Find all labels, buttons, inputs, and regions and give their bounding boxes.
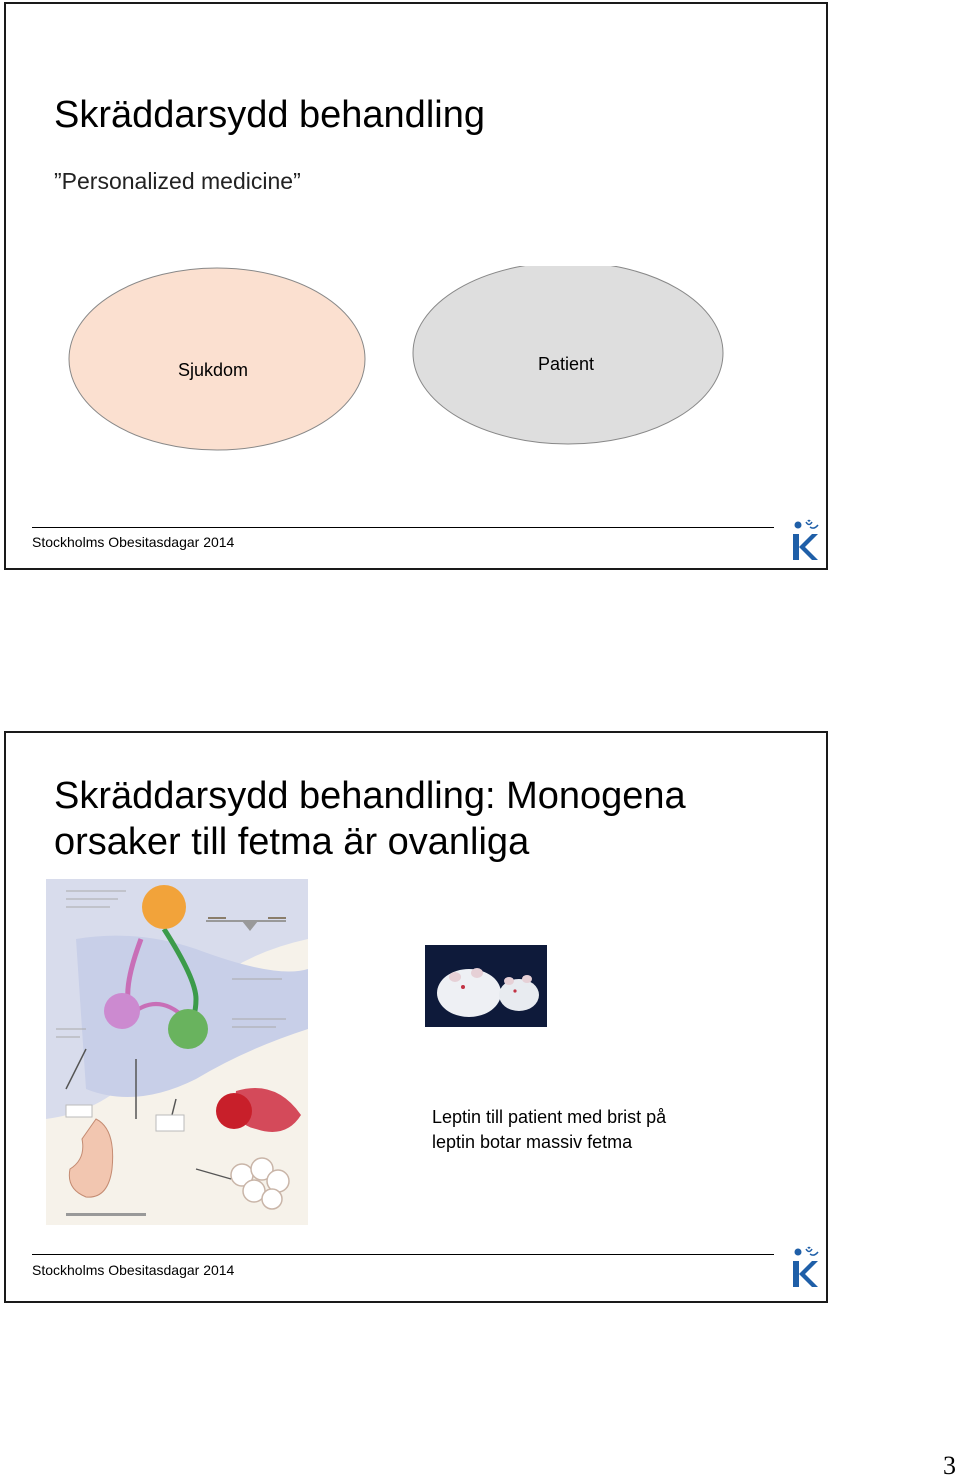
venn-diagram [6,266,826,526]
page-number: 3 [943,1451,956,1480]
footer-text: Stockholms Obesitasdagar 2014 [32,534,235,550]
footer-divider [32,527,774,528]
sjukdom-label: Sjukdom [178,360,249,380]
slide-2 [4,731,828,1303]
ki-logo-icon [790,518,820,564]
obese-mice-photo [425,945,547,1027]
slide-title: Skräddarsydd behandling [54,94,485,136]
sjukdom-ellipse [69,268,365,450]
footer-divider [32,1254,774,1255]
slide-1 [4,2,828,570]
leptin-caption [432,1105,666,1155]
slide-subtitle: ”Personalized medicine” [54,168,301,194]
footer-text: Stockholms Obesitasdagar 2014 [32,1262,235,1278]
ki-logo-icon [790,1245,820,1291]
leptin-pathway-illustration [46,879,308,1225]
patient-label: Patient [538,354,595,374]
slide-title: Skräddarsydd behandling: Monogena orsaker till fetma är ovanliga [54,775,686,863]
caption-line-1: Leptin till patient med brist på [432,1107,667,1127]
caption-line-2: leptin botar massiv fetma [432,1132,633,1152]
